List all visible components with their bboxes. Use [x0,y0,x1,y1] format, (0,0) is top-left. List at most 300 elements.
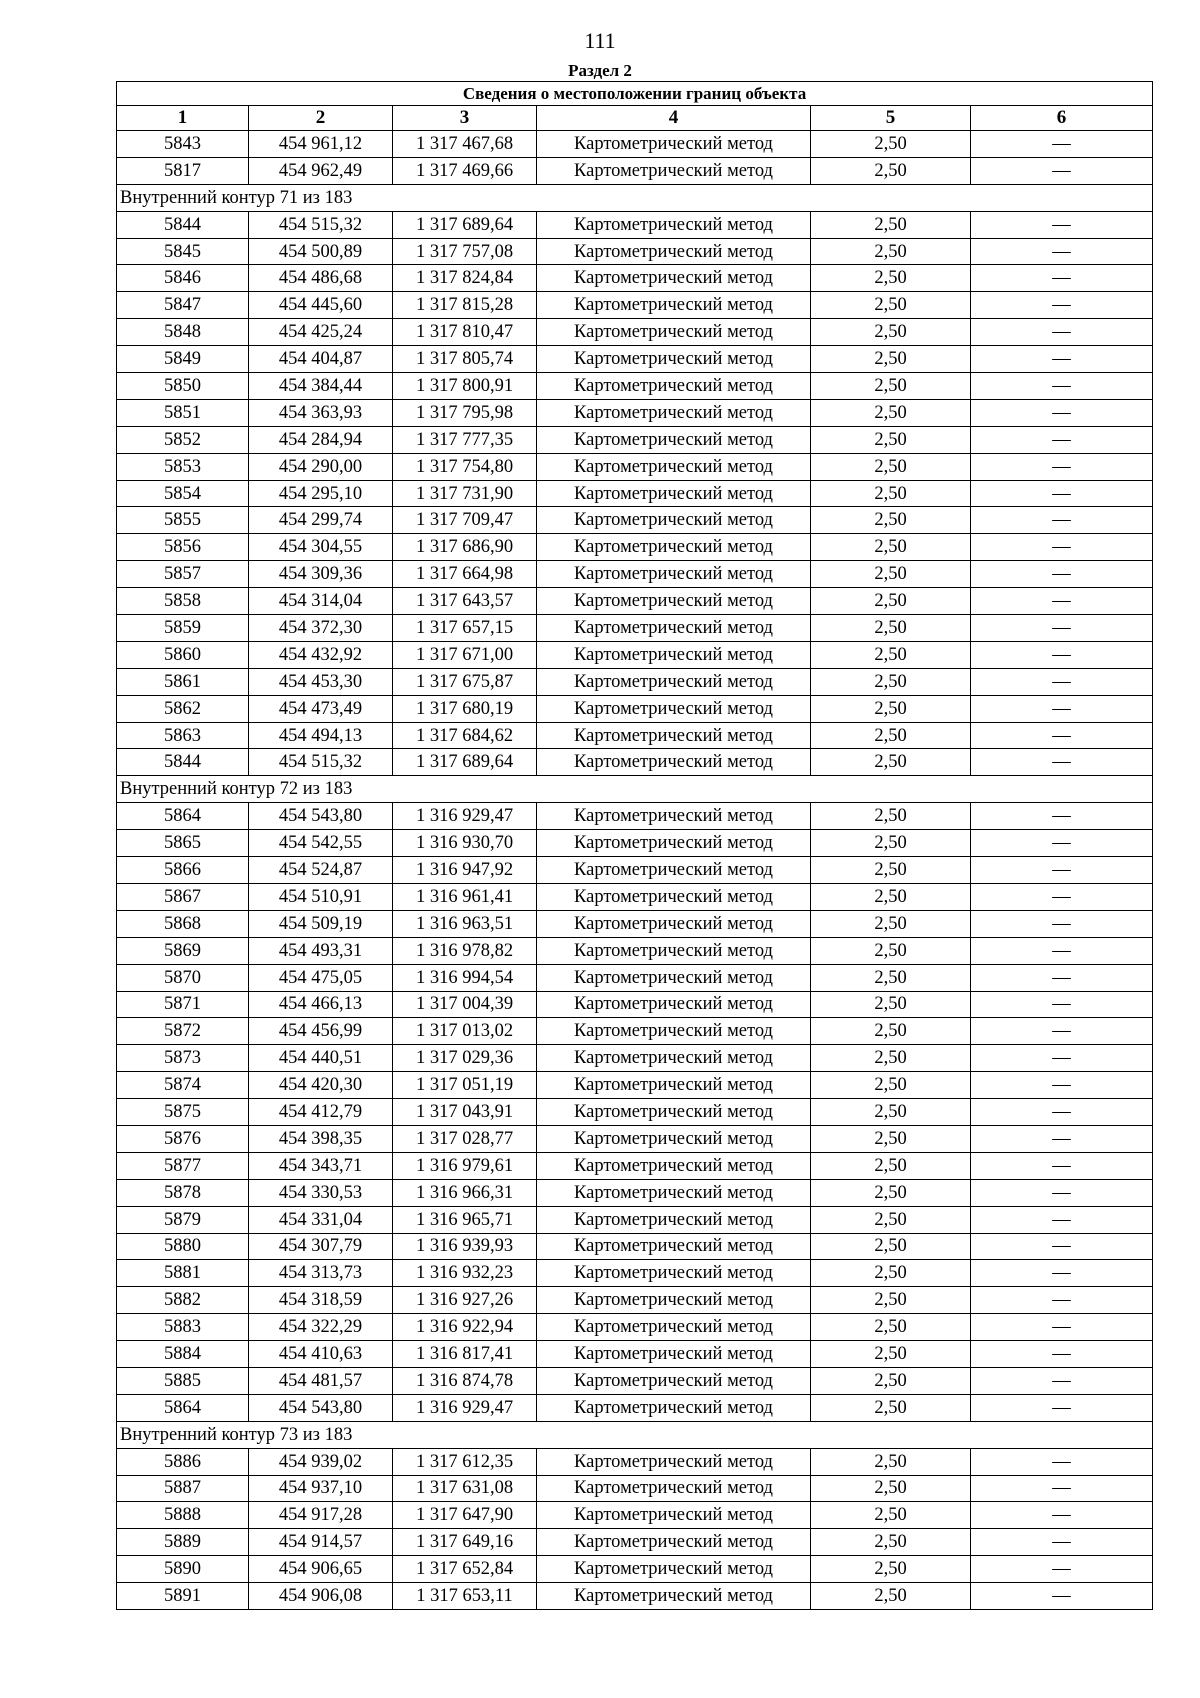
accuracy-cell: 2,50 [811,1475,971,1502]
x-coordinate-cell: 454 543,80 [249,803,393,830]
x-coordinate-cell: 454 420,30 [249,1072,393,1099]
description-cell: — [971,426,1153,453]
accuracy-cell: 2,50 [811,1206,971,1233]
point-number-cell: 5857 [117,561,249,588]
method-cell: Картометрический метод [537,695,811,722]
point-number-cell: 5859 [117,615,249,642]
y-coordinate-cell: 1 317 757,08 [393,238,537,265]
accuracy-cell: 2,50 [811,722,971,749]
y-coordinate-cell: 1 317 643,57 [393,588,537,615]
x-coordinate-cell: 454 410,63 [249,1341,393,1368]
description-cell: — [971,1394,1153,1421]
contour-label: Внутренний контур 71 из 183 [117,184,1153,211]
accuracy-cell: 2,50 [811,1394,971,1421]
method-cell: Картометрический метод [537,507,811,534]
x-coordinate-cell: 454 524,87 [249,857,393,884]
x-coordinate-cell: 454 322,29 [249,1314,393,1341]
column-number: 2 [249,106,393,131]
table-row [117,1125,1153,1152]
y-coordinate-cell: 1 316 947,92 [393,857,537,884]
description-cell: — [971,1556,1153,1583]
table-row [117,1529,1153,1556]
description-cell: — [971,803,1153,830]
table-row [117,534,1153,561]
table-row [117,1045,1153,1072]
table-caption-row [117,82,1153,106]
y-coordinate-cell: 1 316 932,23 [393,1260,537,1287]
y-coordinate-cell: 1 316 966,31 [393,1179,537,1206]
description-cell: — [971,1475,1153,1502]
table-row [117,668,1153,695]
table-row [117,426,1153,453]
description-cell: — [971,1125,1153,1152]
table-row [117,211,1153,238]
description-cell: — [971,1045,1153,1072]
table-row [117,1099,1153,1126]
accuracy-cell: 2,50 [811,1287,971,1314]
y-coordinate-cell: 1 316 978,82 [393,937,537,964]
point-number-cell: 5870 [117,964,249,991]
y-coordinate-cell: 1 317 680,19 [393,695,537,722]
method-cell: Картометрический метод [537,453,811,480]
contour-header-row [117,776,1153,803]
accuracy-cell: 2,50 [811,1233,971,1260]
method-cell: Картометрический метод [537,615,811,642]
x-coordinate-cell: 454 304,55 [249,534,393,561]
table-row [117,292,1153,319]
point-number-cell: 5865 [117,830,249,857]
description-cell: — [971,857,1153,884]
y-coordinate-cell: 1 317 029,36 [393,1045,537,1072]
y-coordinate-cell: 1 316 927,26 [393,1287,537,1314]
method-cell: Картометрический метод [537,722,811,749]
accuracy-cell: 2,50 [811,830,971,857]
accuracy-cell: 2,50 [811,1367,971,1394]
x-coordinate-cell: 454 543,80 [249,1394,393,1421]
x-coordinate-cell: 454 466,13 [249,991,393,1018]
description-cell: — [971,373,1153,400]
x-coordinate-cell: 454 515,32 [249,749,393,776]
point-number-cell: 5849 [117,346,249,373]
description-cell: — [971,346,1153,373]
description-cell: — [971,399,1153,426]
x-coordinate-cell: 454 318,59 [249,1287,393,1314]
x-coordinate-cell: 454 372,30 [249,615,393,642]
column-number: 3 [393,106,537,131]
description-cell: — [971,722,1153,749]
y-coordinate-cell: 1 316 979,61 [393,1152,537,1179]
boundary-table [116,81,1153,1610]
table-row [117,695,1153,722]
table-row [117,1233,1153,1260]
method-cell: Картометрический метод [537,480,811,507]
x-coordinate-cell: 454 453,30 [249,668,393,695]
x-coordinate-cell: 454 500,89 [249,238,393,265]
method-cell: Картометрический метод [537,1367,811,1394]
table-row [117,1367,1153,1394]
table-row [117,1314,1153,1341]
x-coordinate-cell: 454 473,49 [249,695,393,722]
x-coordinate-cell: 454 290,00 [249,453,393,480]
table-row [117,857,1153,884]
point-number-cell: 5851 [117,399,249,426]
accuracy-cell: 2,50 [811,641,971,668]
y-coordinate-cell: 1 316 817,41 [393,1341,537,1368]
y-coordinate-cell: 1 316 929,47 [393,803,537,830]
point-number-cell: 5868 [117,910,249,937]
table-row [117,937,1153,964]
description-cell: — [971,1179,1153,1206]
point-number-cell: 5862 [117,695,249,722]
method-cell: Картометрический метод [537,588,811,615]
table-row [117,910,1153,937]
accuracy-cell: 2,50 [811,1314,971,1341]
method-cell: Картометрический метод [537,803,811,830]
table-row [117,453,1153,480]
point-number-cell: 5873 [117,1045,249,1072]
accuracy-cell: 2,50 [811,265,971,292]
method-cell: Картометрический метод [537,641,811,668]
point-number-cell: 5864 [117,1394,249,1421]
contour-label: Внутренний контур 72 из 183 [117,776,1153,803]
table-row [117,399,1153,426]
table-row [117,1583,1153,1610]
description-cell: — [971,883,1153,910]
y-coordinate-cell: 1 317 684,62 [393,722,537,749]
y-coordinate-cell: 1 317 805,74 [393,346,537,373]
method-cell: Картометрический метод [537,830,811,857]
point-number-cell: 5886 [117,1448,249,1475]
x-coordinate-cell: 454 906,08 [249,1583,393,1610]
method-cell: Картометрический метод [537,373,811,400]
description-cell: — [971,561,1153,588]
method-cell: Картометрический метод [537,346,811,373]
method-cell: Картометрический метод [537,668,811,695]
point-number-cell: 5866 [117,857,249,884]
description-cell: — [971,749,1153,776]
accuracy-cell: 2,50 [811,991,971,1018]
x-coordinate-cell: 454 313,73 [249,1260,393,1287]
table-row [117,131,1153,158]
table-row [117,319,1153,346]
table-row [117,480,1153,507]
y-coordinate-cell: 1 316 929,47 [393,1394,537,1421]
x-coordinate-cell: 454 440,51 [249,1045,393,1072]
description-cell: — [971,507,1153,534]
accuracy-cell: 2,50 [811,534,971,561]
y-coordinate-cell: 1 317 824,84 [393,265,537,292]
point-number-cell: 5863 [117,722,249,749]
x-coordinate-cell: 454 914,57 [249,1529,393,1556]
y-coordinate-cell: 1 317 612,35 [393,1448,537,1475]
method-cell: Картометрический метод [537,910,811,937]
point-number-cell: 5817 [117,157,249,184]
accuracy-cell: 2,50 [811,480,971,507]
y-coordinate-cell: 1 317 664,98 [393,561,537,588]
y-coordinate-cell: 1 317 800,91 [393,373,537,400]
table-row [117,238,1153,265]
point-number-cell: 5884 [117,1341,249,1368]
accuracy-cell: 2,50 [811,937,971,964]
description-cell: — [971,991,1153,1018]
point-number-cell: 5891 [117,1583,249,1610]
y-coordinate-cell: 1 317 004,39 [393,991,537,1018]
method-cell: Картометрический метод [537,964,811,991]
accuracy-cell: 2,50 [811,695,971,722]
method-cell: Картометрический метод [537,857,811,884]
method-cell: Картометрический метод [537,211,811,238]
method-cell: Картометрический метод [537,265,811,292]
method-cell: Картометрический метод [537,157,811,184]
accuracy-cell: 2,50 [811,399,971,426]
y-coordinate-cell: 1 316 994,54 [393,964,537,991]
point-number-cell: 5853 [117,453,249,480]
method-cell: Картометрический метод [537,1260,811,1287]
table-row [117,830,1153,857]
x-coordinate-cell: 454 331,04 [249,1206,393,1233]
point-number-cell: 5864 [117,803,249,830]
method-cell: Картометрический метод [537,1206,811,1233]
y-coordinate-cell: 1 317 652,84 [393,1556,537,1583]
table-row [117,346,1153,373]
x-coordinate-cell: 454 542,55 [249,830,393,857]
y-coordinate-cell: 1 317 795,98 [393,399,537,426]
accuracy-cell: 2,50 [811,157,971,184]
point-number-cell: 5888 [117,1502,249,1529]
x-coordinate-cell: 454 486,68 [249,265,393,292]
point-number-cell: 5847 [117,292,249,319]
point-number-cell: 5881 [117,1260,249,1287]
method-cell: Картометрический метод [537,238,811,265]
method-cell: Картометрический метод [537,1233,811,1260]
accuracy-cell: 2,50 [811,1341,971,1368]
accuracy-cell: 2,50 [811,588,971,615]
point-number-cell: 5890 [117,1556,249,1583]
accuracy-cell: 2,50 [811,883,971,910]
method-cell: Картометрический метод [537,1475,811,1502]
table-row [117,1152,1153,1179]
point-number-cell: 5872 [117,1018,249,1045]
description-cell: — [971,1529,1153,1556]
point-number-cell: 5852 [117,426,249,453]
description-cell: — [971,157,1153,184]
description-cell: — [971,1206,1153,1233]
description-cell: — [971,292,1153,319]
table-row [117,1206,1153,1233]
table-row [117,1260,1153,1287]
point-number-cell: 5860 [117,641,249,668]
accuracy-cell: 2,50 [811,507,971,534]
x-coordinate-cell: 454 299,74 [249,507,393,534]
accuracy-cell: 2,50 [811,561,971,588]
accuracy-cell: 2,50 [811,346,971,373]
accuracy-cell: 2,50 [811,1260,971,1287]
accuracy-cell: 2,50 [811,373,971,400]
method-cell: Картометрический метод [537,561,811,588]
method-cell: Картометрический метод [537,292,811,319]
description-cell: — [971,1072,1153,1099]
description-cell: — [971,319,1153,346]
point-number-cell: 5882 [117,1287,249,1314]
point-number-cell: 5883 [117,1314,249,1341]
point-number-cell: 5874 [117,1072,249,1099]
description-cell: — [971,668,1153,695]
y-coordinate-cell: 1 317 675,87 [393,668,537,695]
method-cell: Картометрический метод [537,1529,811,1556]
description-cell: — [971,910,1153,937]
y-coordinate-cell: 1 317 051,19 [393,1072,537,1099]
x-coordinate-cell: 454 432,92 [249,641,393,668]
table-row [117,1341,1153,1368]
accuracy-cell: 2,50 [811,211,971,238]
description-cell: — [971,534,1153,561]
description-cell: — [971,1367,1153,1394]
table-row [117,1287,1153,1314]
accuracy-cell: 2,50 [811,1583,971,1610]
y-coordinate-cell: 1 316 965,71 [393,1206,537,1233]
description-cell: — [971,830,1153,857]
x-coordinate-cell: 454 343,71 [249,1152,393,1179]
point-number-cell: 5871 [117,991,249,1018]
description-cell: — [971,1502,1153,1529]
method-cell: Картометрический метод [537,937,811,964]
x-coordinate-cell: 454 939,02 [249,1448,393,1475]
table-row [117,157,1153,184]
point-number-cell: 5880 [117,1233,249,1260]
accuracy-cell: 2,50 [811,1018,971,1045]
column-number: 1 [117,106,249,131]
y-coordinate-cell: 1 317 649,16 [393,1529,537,1556]
x-coordinate-cell: 454 284,94 [249,426,393,453]
accuracy-cell: 2,50 [811,1502,971,1529]
accuracy-cell: 2,50 [811,453,971,480]
x-coordinate-cell: 454 917,28 [249,1502,393,1529]
point-number-cell: 5855 [117,507,249,534]
description-cell: — [971,1099,1153,1126]
x-coordinate-cell: 454 445,60 [249,292,393,319]
table-row [117,561,1153,588]
y-coordinate-cell: 1 317 013,02 [393,1018,537,1045]
method-cell: Картометрический метод [537,426,811,453]
section-title: Раздел 2 [568,61,632,80]
method-cell: Картометрический метод [537,1018,811,1045]
description-cell: — [971,238,1153,265]
table-row [117,1394,1153,1421]
x-coordinate-cell: 454 412,79 [249,1099,393,1126]
method-cell: Картометрический метод [537,1341,811,1368]
column-number: 5 [811,106,971,131]
x-coordinate-cell: 454 515,32 [249,211,393,238]
accuracy-cell: 2,50 [811,668,971,695]
method-cell: Картометрический метод [537,991,811,1018]
method-cell: Картометрический метод [537,1314,811,1341]
x-coordinate-cell: 454 295,10 [249,480,393,507]
y-coordinate-cell: 1 316 874,78 [393,1367,537,1394]
table-row [117,641,1153,668]
point-number-cell: 5844 [117,211,249,238]
description-cell: — [971,131,1153,158]
point-number-cell: 5877 [117,1152,249,1179]
table-row [117,1179,1153,1206]
point-number-cell: 5869 [117,937,249,964]
point-number-cell: 5858 [117,588,249,615]
accuracy-cell: 2,50 [811,1099,971,1126]
table-row [117,265,1153,292]
y-coordinate-cell: 1 317 689,64 [393,749,537,776]
x-coordinate-cell: 454 937,10 [249,1475,393,1502]
table-row [117,1556,1153,1583]
contour-header-row [117,1421,1153,1448]
accuracy-cell: 2,50 [811,131,971,158]
table-row [117,1475,1153,1502]
table-row [117,507,1153,534]
table-row [117,991,1153,1018]
accuracy-cell: 2,50 [811,803,971,830]
x-coordinate-cell: 454 481,57 [249,1367,393,1394]
point-number-cell: 5879 [117,1206,249,1233]
description-cell: — [971,641,1153,668]
x-coordinate-cell: 454 493,31 [249,937,393,964]
x-coordinate-cell: 454 510,91 [249,883,393,910]
y-coordinate-cell: 1 317 777,35 [393,426,537,453]
accuracy-cell: 2,50 [811,426,971,453]
accuracy-cell: 2,50 [811,1152,971,1179]
column-number: 4 [537,106,811,131]
point-number-cell: 5875 [117,1099,249,1126]
x-coordinate-cell: 454 404,87 [249,346,393,373]
x-coordinate-cell: 454 309,36 [249,561,393,588]
table-row [117,803,1153,830]
accuracy-cell: 2,50 [811,1529,971,1556]
y-coordinate-cell: 1 316 963,51 [393,910,537,937]
method-cell: Картометрический метод [537,749,811,776]
description-cell: — [971,265,1153,292]
table-row [117,1072,1153,1099]
y-coordinate-cell: 1 317 731,90 [393,480,537,507]
page-number: 111 [584,28,616,53]
column-number-row [117,106,1153,131]
accuracy-cell: 2,50 [811,910,971,937]
accuracy-cell: 2,50 [811,749,971,776]
accuracy-cell: 2,50 [811,857,971,884]
x-coordinate-cell: 454 384,44 [249,373,393,400]
description-cell: — [971,211,1153,238]
description-cell: — [971,964,1153,991]
description-cell: — [971,615,1153,642]
accuracy-cell: 2,50 [811,1072,971,1099]
table-caption: Сведения о местоположении границ объекта [117,82,1153,106]
y-coordinate-cell: 1 317 653,11 [393,1583,537,1610]
description-cell: — [971,1287,1153,1314]
table-row [117,373,1153,400]
y-coordinate-cell: 1 317 686,90 [393,534,537,561]
column-number: 6 [971,106,1153,131]
description-cell: — [971,1233,1153,1260]
method-cell: Картометрический метод [537,534,811,561]
y-coordinate-cell: 1 317 815,28 [393,292,537,319]
y-coordinate-cell: 1 316 939,93 [393,1233,537,1260]
accuracy-cell: 2,50 [811,1125,971,1152]
accuracy-cell: 2,50 [811,319,971,346]
method-cell: Картометрический метод [537,1556,811,1583]
method-cell: Картометрический метод [537,883,811,910]
table-row [117,883,1153,910]
x-coordinate-cell: 454 494,13 [249,722,393,749]
method-cell: Картометрический метод [537,1394,811,1421]
table-row [117,722,1153,749]
method-cell: Картометрический метод [537,1583,811,1610]
point-number-cell: 5854 [117,480,249,507]
